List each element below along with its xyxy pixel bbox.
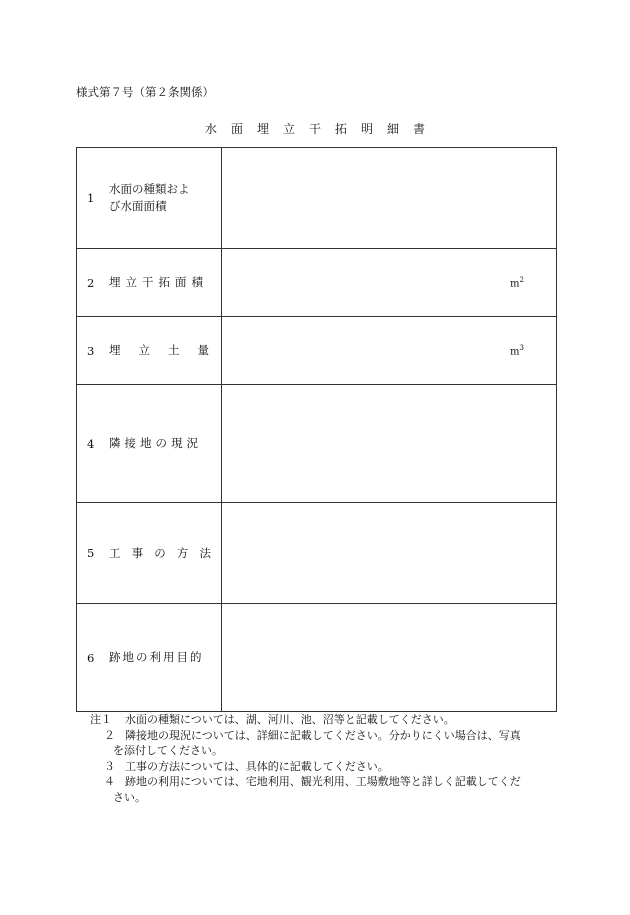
value-cell-adjacent-land[interactable] bbox=[222, 385, 557, 503]
label-cell bbox=[77, 249, 222, 317]
row-number: 2 bbox=[87, 275, 95, 290]
table-row-water-surface bbox=[77, 148, 557, 249]
title-char: 水 bbox=[204, 122, 217, 136]
value-cell-construction-method[interactable] bbox=[222, 503, 557, 604]
title-char: 明 bbox=[361, 122, 374, 136]
note-number: ３ bbox=[104, 759, 115, 773]
unit-square-meter: $m^2$ bbox=[510, 275, 524, 290]
unit-cubic-meter: $m^3$ bbox=[510, 343, 524, 358]
row-number: 4 bbox=[87, 436, 95, 451]
value-cell-land-use-purpose[interactable] bbox=[222, 604, 557, 712]
label-cell bbox=[77, 317, 222, 385]
title-char: 面 bbox=[230, 122, 243, 136]
title-char: 干 bbox=[308, 122, 321, 136]
table-row-reclaimed-area bbox=[77, 249, 557, 317]
title-char: 立 bbox=[282, 122, 295, 136]
note-text: 工事の方法については、具体的に記載してください。 bbox=[125, 759, 389, 773]
document-title bbox=[0, 120, 630, 137]
row-label: 工 事 の 方 法 bbox=[109, 545, 211, 560]
note-text: 隣接地の現況については、詳細に記載してください。分かりにくい場合は、写真 bbox=[125, 728, 521, 742]
note-text: 水面の種類については、湖、河川、池、沼等と記載してください。 bbox=[125, 713, 455, 726]
row-label-line1: 水面の種類およ bbox=[109, 182, 190, 196]
value-cell-reclaimed-area[interactable] bbox=[222, 249, 557, 317]
form-number: 様式第７号（第２条関係） bbox=[76, 85, 214, 99]
label-cell bbox=[77, 503, 222, 604]
table-row-construction-method bbox=[77, 503, 557, 604]
note-text-continued: を添付してください。 bbox=[113, 744, 223, 757]
row-label: 跡地の利用目的 bbox=[109, 650, 204, 664]
note-number: ４ bbox=[104, 775, 115, 788]
label-cell bbox=[77, 148, 222, 249]
row-label: 埋立干拓面積 bbox=[109, 275, 208, 289]
table-row-landfill-volume bbox=[77, 317, 557, 385]
note-item bbox=[90, 759, 560, 775]
note-item bbox=[90, 712, 560, 728]
note-item bbox=[90, 728, 560, 759]
row-label-line2: び水面面積 bbox=[109, 199, 167, 213]
title-char: 埋 bbox=[256, 122, 269, 136]
value-cell-water-surface[interactable] bbox=[222, 148, 557, 249]
note-text: 跡地の利用については、宅地利用、観光利用、工場敷地等と詳しく記載してくだ bbox=[125, 775, 521, 788]
note-number: 注１ bbox=[90, 713, 112, 726]
note-number: ２ bbox=[104, 728, 115, 742]
table-row-adjacent-land bbox=[77, 385, 557, 503]
notes-section bbox=[90, 712, 560, 805]
row-number: 1 bbox=[87, 191, 95, 205]
title-char: 書 bbox=[413, 122, 426, 136]
note-text-continued: さい。 bbox=[113, 790, 146, 804]
row-label: 隣接地の現況 bbox=[109, 436, 202, 450]
row-number: 5 bbox=[87, 546, 95, 560]
row-number: 6 bbox=[87, 650, 95, 665]
note-item bbox=[90, 774, 560, 805]
title-char: 細 bbox=[387, 122, 400, 136]
detail-table bbox=[76, 147, 557, 712]
title-char: 拓 bbox=[335, 122, 348, 136]
table-row-land-use-purpose bbox=[77, 604, 557, 712]
row-number: 3 bbox=[87, 343, 95, 358]
label-cell bbox=[77, 604, 222, 712]
label-cell bbox=[77, 385, 222, 503]
value-cell-landfill-volume[interactable] bbox=[222, 317, 557, 385]
row-label: 埋 立 土 量 bbox=[109, 343, 209, 357]
